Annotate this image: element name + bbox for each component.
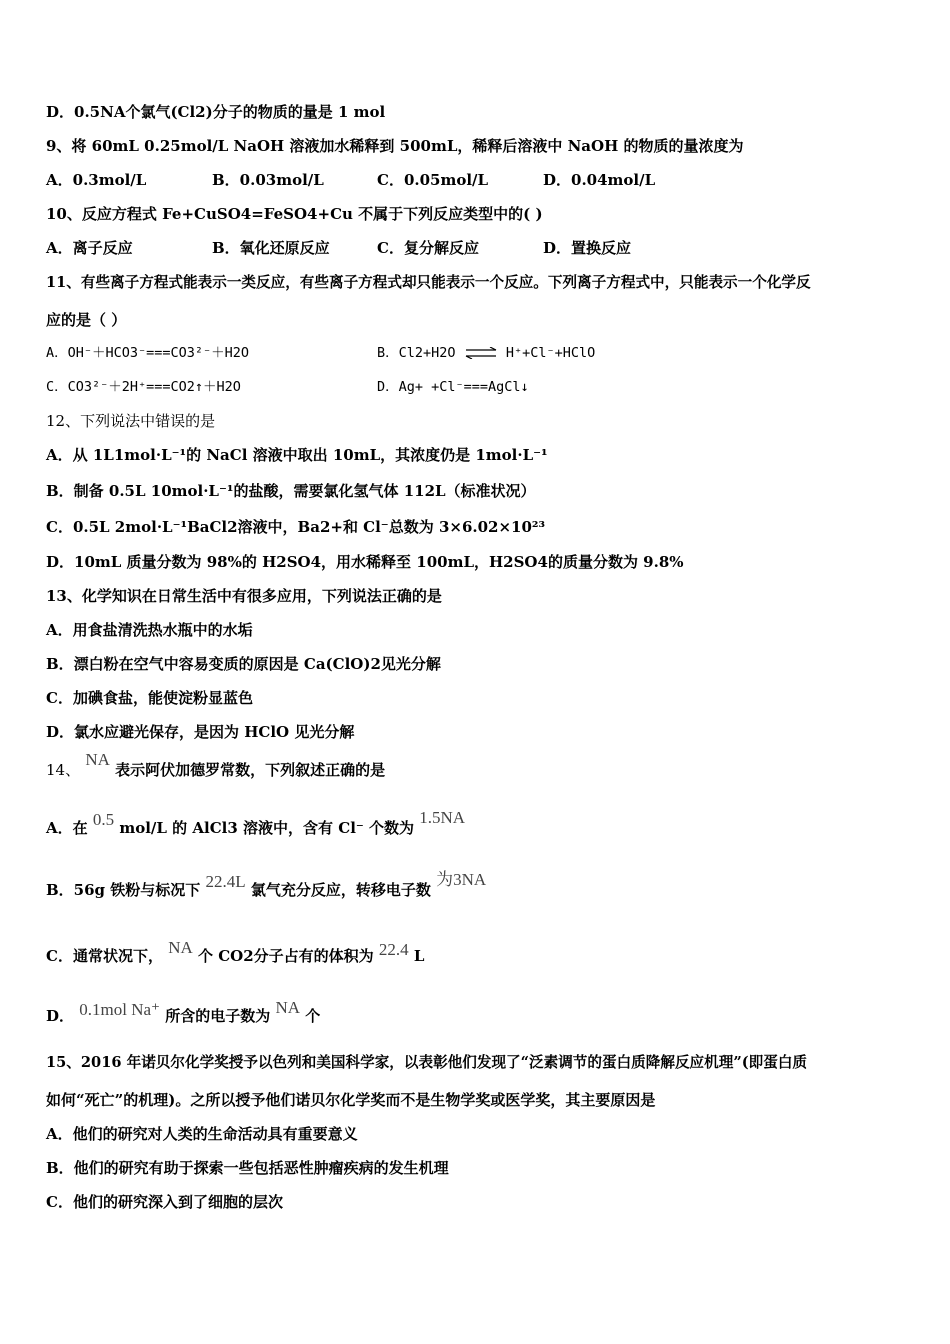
q15-option-a: A．他们的研究对人类的生命活动具有重要意义 <box>46 1125 358 1143</box>
q10-option-c: C．复分解反应 <box>377 239 479 257</box>
q14-c-prefix: C．通常状况下， <box>46 947 163 965</box>
q14-c-value: 22.4 <box>378 940 409 959</box>
q14-b-text: 氯气充分反应，转移电子数 <box>250 881 431 899</box>
q9-option-c: C．0.05mol/L <box>377 171 489 189</box>
q11-option-b-right: H⁺+Cl⁻+HClO <box>505 345 596 361</box>
q15-stem-line2: 如何“死亡”的机理)。之所以授予他们诺贝尔化学奖而不是生物学奖或医学奖，其主要原因是 <box>46 1091 656 1109</box>
q11-option-b <box>377 343 595 363</box>
q14-b-prefix: B．56g 铁粉与标况下 <box>46 881 201 899</box>
q11-option-c: C．CO3²⁻＋2H⁺===CO2↑＋H2O <box>46 379 241 395</box>
q13-option-a: A．用食盐清洗热水瓶中的水垢 <box>46 621 253 639</box>
q12-option-b: B．制备 0.5L 10mol·L⁻¹的盐酸，需要氯化氢气体 112L（标准状况） <box>46 482 536 500</box>
q14-d-text: 所含的电子数为 <box>165 1007 271 1025</box>
q14-option-c <box>46 938 425 966</box>
q14-option-a <box>46 808 466 838</box>
q8-option-d: D．0.5NA个氯气(Cl2)分子的物质的量是 1 mol <box>46 103 386 121</box>
q14-a-prefix: A．在 <box>46 819 88 837</box>
q9-stem: 9、将 60mL 0.25mol/L NaOH 溶液加水稀释到 500mL，稀释后溶液中 NaOH 的物质的量浓度为 <box>46 137 744 155</box>
q14-d-value: 0.1mol Na⁺ <box>79 1000 160 1019</box>
q14-number: 14、 <box>46 761 81 779</box>
q14-c-text: 个 CO2分子占有的体积为 <box>197 947 374 965</box>
q14-option-b <box>46 870 487 900</box>
q14-c-unit: L <box>413 947 425 965</box>
q14-a-na: 1.5NA <box>419 808 466 827</box>
q12-stem: 12、下列说法中错误的是 <box>46 412 216 430</box>
q9-option-b: B．0.03mol/L <box>212 171 324 189</box>
q13-option-d: D．氯水应避光保存，是因为 HClO 见光分解 <box>46 723 355 741</box>
q12-option-a: A．从 1L1mol·L⁻¹的 NaCl 溶液中取出 10mL，其浓度仍是 1mol·L⁻¹ <box>46 446 548 464</box>
q14-stem <box>46 750 386 780</box>
q14-b-na: 为3NA <box>436 870 487 889</box>
q13-stem: 13、化学知识在日常生活中有很多应用，下列说法正确的是 <box>46 587 442 605</box>
q14-na-symbol: NA <box>85 750 110 769</box>
q9-option-d: D．0.04mol/L <box>543 171 656 189</box>
q14-d-prefix: D． <box>46 1007 75 1025</box>
q14-stem-text: 表示阿伏加德罗常数，下列叙述正确的是 <box>115 761 386 779</box>
q14-b-value: 22.4L <box>205 872 246 891</box>
q10-option-a: A．离子反应 <box>46 239 133 257</box>
q10-stem: 10、反应方程式 Fe+CuSO4=FeSO4+Cu 不属于下列反应类型中的( ) <box>46 205 543 223</box>
q11-option-d: D．Ag+ +Cl⁻===AgCl↓ <box>377 379 529 395</box>
q12-option-c: C．0.5L 2mol·L⁻¹BaCl2溶液中，Ba2+和 Cl⁻总数为 3×6.02×10²³ <box>46 518 546 536</box>
q14-option-d <box>46 998 321 1026</box>
q14-c-na: NA <box>168 938 193 957</box>
q11-stem-line1: 11、有些离子方程式能表示一类反应，有些离子方程式却只能表示一个反应。下列离子方程式中，只能表示一个化学反 <box>46 274 811 291</box>
q15-stem-line1: 15、2016 年诺贝尔化学奖授予以色列和美国科学家，以表彰他们发现了“泛素调节的蛋白质降解反应机理”(即蛋白质 <box>46 1054 808 1071</box>
q15-option-b: B．他们的研究有助于探索一些包括恶性肿瘤疾病的发生机理 <box>46 1159 449 1177</box>
q9-option-a: A．0.3mol/L <box>46 171 147 189</box>
q13-option-b: B．漂白粉在空气中容易变质的原因是 Ca(ClO)2见光分解 <box>46 655 441 673</box>
q14-d-unit: 个 <box>305 1007 321 1025</box>
q10-option-b: B．氧化还原反应 <box>212 239 330 257</box>
q13-option-c: C．加碘食盐，能使淀粉显蓝色 <box>46 689 253 707</box>
q14-a-text: mol/L 的 AlCl3 溶液中，含有 Cl⁻ 个数为 <box>119 819 415 837</box>
q15-option-c: C．他们的研究深入到了细胞的层次 <box>46 1193 283 1211</box>
q11-option-b-left: B．Cl2+H2O <box>377 345 456 361</box>
q10-option-d: D．置换反应 <box>543 239 632 257</box>
q14-d-na: NA <box>275 998 301 1017</box>
q12-option-d: D．10mL 质量分数为 98%的 H2SO4，用水稀释至 100mL，H2SO4的质量分数为 9.8% <box>46 553 684 571</box>
q11-option-a: A．OH⁻＋HCO3⁻===CO3²⁻＋H2O <box>46 345 250 361</box>
equilibrium-arrow-icon <box>464 347 498 359</box>
q11-stem-line2: 应的是（ ） <box>46 311 127 329</box>
q14-a-value: 0.5 <box>92 810 115 829</box>
